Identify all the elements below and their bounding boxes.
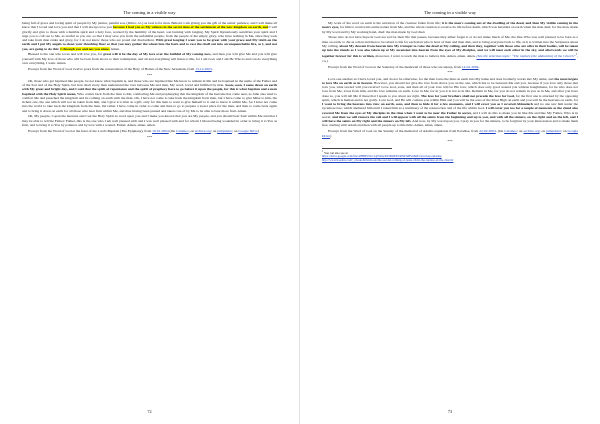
paragraph: My work of the word on earth is the salvation of the creature fallen from life; it is the man's coming out of the dwelling of the dead, and then My visible coming in the man's eyes, for him to receive his entire nature from Me, and the whole creation to receive its life before death, which was heralded on earth when the man died, for the man, made by My word and by My working hand, died: the man made by God died. [322,21,578,34]
left-page-body [22,21,277,139]
paragraph: Love one another as I have loved you, and do not be otherwise, for the man loves the man on earth into My name and does brotherly works into My name, and the man forgets to love Me on earth as in heaven. However, you should not give the love from above you on the one, which has to be between Me and you, because if you love only those that love you, what reward will you receive? Love God, sons, and then all of your love will be His love, which does only good around you without haughtiness, for he who does not love from Me, loves from him, and his love remains on earth. Love in Me, for in you it is not as in Me. Remain in Me, for you do not remain in you as in Me, and after you have done so, you will tell Me if these that I speak to you about are right. The love for your brothers shall not precede the love for God, for the first one is attacked by the opposing spirit, which is human and is not godly. Love God, and He will confess you within Him and you will be the sons of the Most High on earth and you will be the heavens on earth, for I want to bring the heavens into view on earth, sons, and then to hide it for a few moments, and I will cover you as I covered Abimelech and no one saw him under the sycamore tree, which sheltered him until I raised him as a testimony of the resurrection and of the life within God. I will cover you too for a couple of moments as the cloud also covered Me from the eyes of My disciples in the time when I went to be near the Father in secret, and I will do this to make you be like Me and like My Father, Who is in secret, and then we will remove the veil and I will appear with all the saints from the beginning and up to you, and with all the sinners, on the right and on the left, and I will have the saints on My right and the sinners on My left. And now, by My word upon you, I pray in you for the sinners, to be forgiven by your intercession and to make them free, starting with Adam and then with all people up to this time. Amen, amen, amen. [322,76,578,128]
page-number: 72 [147,409,152,414]
excerpt-source: Excerpt from the Word of God on the Saturday of the memorial of those who are asleep, from 14-02-2004. [328,64,480,69]
google-drive-link[interactable]: Google Drive [238,128,258,133]
paragraph: Oh, those who get baptised like people, be not know what baptism is, and those who are baptised like Me know to remain in Me and be baptised in the name of the Father and of the Son and of the Holy Spirit, but how shall every man understand the love between Me and man, My word, loved and fulfilled by man. Soon, soon, I come down on earth with My great and bright day, and I said that the spirit of repentance and the spirit of prophecy have to go before it upon the people, for this is what baptism and a man baptized with the Holy Spirit mean, Who comes back from the man to Me, comforting Me and prophesying that the kingdom of the heavens has come near, as John also used to comfort Me and preached the kingdom and its coming on earth with the man. Oh, I have not come to take back the kingdom from man, but I have come to give Mine to him, the richest one, the one which will not be taken from him, and I give it to him as a gift, only for this man to want to give himself to it and to know it within Me, for I have not come into the world to take back the kingdom from the man, but rather I have come in order to come and then to go to prepare a sweet place for the man, and then to come back again and to bring it down on earth for all those who bear fruit within Me, and thus having been pruned and taken care of by Me to be able to bear more fruit. Amen. [22,78,277,113]
selection-topic-link[interactable]: (See the selection topic: “The rapture (the abduction) of the Church” [476,54,576,59]
google-drive-link[interactable]: Google Drive [322,129,578,138]
highlighted-text: because I had you as My witness in the secret time of the settlement of the new kingdom on earth, and [112,25,269,30]
right-page-body [322,21,578,163]
jumpshare-link[interactable]: jumpshare [546,129,561,134]
footnote-url-link[interactable]: https://drive.google.com/file/d/8BBVNo1LgWPqrX03MdEPURS9TeBVuhM/view?usp=sharing [322,154,442,159]
date-link[interactable]: 19-01-2004 [152,128,169,133]
running-head: The coming in a visible way [322,10,578,18]
right-page [300,0,600,424]
highlighted-text: I through you and not you alone. [60,46,110,51]
footnote-url-link[interactable]: http://www.baadew.com/_ebook.html/ebook/the-second-coming-of-jesus-christ-the-rapture-of-the-church/ [322,158,454,163]
date-link[interactable]: 13-12-2003 [195,66,212,71]
date-link[interactable]: 22-02-2004 [479,129,496,134]
paragraph: Blessed is the one who loves and will love you, for great will it be the day of My love over the faithful of My coming now, and then you will give Me and you will give yourself with My love of those who will be born from above to their redemption, and all and everything will listen to Me, for I am God, and I am He Who is and can do everything over everything. I want. Amen. [22,52,277,65]
section-separator: *** [146,72,153,77]
footnote-marker: 1 [575,52,578,57]
date-link[interactable]: 14-02-2004 [461,64,479,69]
calameo-link[interactable]: Calameo [175,128,189,133]
section-separator: *** [447,139,453,144]
page-number: 73 [447,409,453,414]
footnote: $^1$ You can also see at: https://drive.google.com/file/d/8BBVNo1LgWPqrX03MdEPURS9TeBVuhM/view?usp=sharing http://www.baadew.com/_ebook.html/ebook/the-second-coming-of-jesus-christ-the-rapture-of-the-church/ [322,149,454,163]
section-separator: *** [146,134,153,139]
running-head: The coming in a visible way [22,10,277,18]
paragraph: Those who do not have hope in God are sad for their life that passes, because they either forget it or do not make much of Me, the One Who was well pleased to be born as a man on earth, to die as a man and then to be raised to life for each man who is born of man and then dies, and to bring everyone back to life, as it is written into the Scriptures about My calling, about My descent from heaven into My trumpet to raise the dead at My calling, and then they, together with those who are alive in their bodies, will be taken up into the clouds as I was also taken up at My ascension into heaven from the eyes of My disciples, and we will meet each other in the sky, and afterwards we will be together forever for this is written, moreover, I want to teach the man to believe this. Amen, amen, amen. (See the selection topic: “The rapture (the abduction) of the Church”$^1$, r.n.) [322,35,578,63]
archive-org-link[interactable]: archive.org [194,128,211,133]
excerpt-source: Excerpt from the Word of God at the feast of the Lord's Baptism (The Epiphany), from 19-01-2004 (On Calameo; on archive.org; on jumpshare; on Google Drive) [28,128,259,133]
excerpt-source: Excerpt from the Word of God on the Sunday of the memorial of Adam's expulsion from Paradise, from 22-02-2004. (On Calameo; on archive.org; on jumpshare; on Google Drive) [322,129,578,138]
calameo-link[interactable]: Calameo [504,129,517,134]
footnote-marker: 1 [322,149,324,153]
excerpt-source: Excerpt from the Word of God, twelve years from the consecration of the Holy of Holies of the New Jerusalem, from 13-12-2003. [28,66,213,71]
archive-org-link[interactable]: archive.org [523,129,540,134]
jumpshare-link[interactable]: jumpshare [217,128,232,133]
section-separator: *** [447,70,453,75]
paragraph: being full of grace and loving spirit of people by My justice, painful son, (Ibíem, r.n.) as God is for man. Behold, I am giving you the gift of the saints' patience, and I will make all know that I loved and love you and that I will always love you because I had you as My witness in the secret time of the settlement of the new kingdom on earth, and I will glorify and give to those with a humble spirit and a holy face, worked by the humility of the heart, son burning with longing. My Spirit mysteriously sanctifies your spirit and I urge you to call out to Me, as tearful as you are, so that I may save you from the unfaithful people, from the people of the empty glory, who have nothing in Me, since they took and take from man ranks and glory, for I do not know those who are proud and disobedient. With great longing I want you to be great with your grace and My truth on the earth and I put My angels to clean your threshing floor so that you may gather the wheat into the barn and to cast the chaff out into an unquenchable fire, as I, and not you, are going to do this: I through you and not you alone. Amen. [22,21,278,51]
paragraph: Oh, My people, I open the heavens and I set the Holy Spirit as word upon you and I make you known that you are My people, and you should bear fruit within Me and that I may be able to tell the Father: Father, this is the one who I am well pleased with and I was well pleased with and for whom I labored being wounded in order to bring it to You as fruit, and to bring it to You by patience and by love with a wound, Father. Amen, amen, amen. [22,114,277,127]
footnote-divider [322,148,392,149]
